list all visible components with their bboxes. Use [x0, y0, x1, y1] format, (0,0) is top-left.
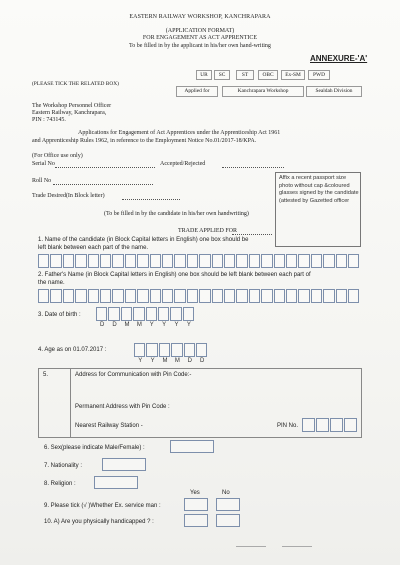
- category-sc-box[interactable]: SC: [214, 70, 230, 80]
- age-letter: Y: [138, 358, 143, 364]
- yes-column-label: Yes: [190, 490, 200, 496]
- age-letter: D: [187, 358, 192, 364]
- dob-format-letters: [96, 322, 195, 328]
- father-name-char-box[interactable]: [162, 289, 173, 303]
- handicapped-no-box[interactable]: [216, 514, 240, 527]
- name-char-box[interactable]: [286, 254, 297, 268]
- handicapped-yes-box[interactable]: [184, 514, 208, 527]
- name-char-box[interactable]: [137, 254, 148, 268]
- name-char-box[interactable]: [311, 254, 322, 268]
- kanchrapara-workshop-option[interactable]: Kanchrapara Workshop: [222, 86, 304, 97]
- pin-char-box[interactable]: [316, 418, 329, 432]
- father-name-char-box[interactable]: [38, 289, 49, 303]
- name-char-box[interactable]: [112, 254, 123, 268]
- father-name-char-box[interactable]: [137, 289, 148, 303]
- name-char-box[interactable]: [348, 254, 359, 268]
- application-format-title: (APPLICATION FORMAT): [165, 28, 235, 34]
- father-name-char-box[interactable]: [348, 289, 359, 303]
- father-name-char-box[interactable]: [336, 289, 347, 303]
- age-letter: D: [199, 358, 205, 364]
- ex-serviceman-yes-box[interactable]: [184, 498, 208, 511]
- father-name-char-box[interactable]: [75, 289, 86, 303]
- age-char-box[interactable]: [134, 343, 145, 357]
- category-st-box[interactable]: ST: [236, 70, 254, 80]
- father-name-char-box[interactable]: [249, 289, 260, 303]
- dob-char-box[interactable]: [158, 307, 169, 321]
- name-char-box[interactable]: [88, 254, 99, 268]
- office-use-title: (For Office use only): [32, 153, 83, 159]
- photo-instructions: Affix a recent passport size photo without cap &coloured glasses signed by the candidate (attested by Gazetted officer: [279, 175, 359, 204]
- dob-char-box[interactable]: [146, 307, 157, 321]
- name-char-box[interactable]: [75, 254, 86, 268]
- name-char-box[interactable]: [125, 254, 136, 268]
- dob-letter: D: [100, 322, 105, 328]
- candidate-name-boxes[interactable]: [38, 254, 360, 268]
- q2-text-line-1: 2. Father's Name (in Block Capital letters in English) one box should be left blank between each part of: [38, 272, 311, 278]
- name-char-box[interactable]: [261, 254, 272, 268]
- father-name-char-box[interactable]: [261, 289, 272, 303]
- photo-box[interactable]: [275, 172, 361, 247]
- dob-char-box[interactable]: [96, 307, 107, 321]
- name-char-box[interactable]: [100, 254, 111, 268]
- name-char-box[interactable]: [50, 254, 61, 268]
- father-name-char-box[interactable]: [286, 289, 297, 303]
- pin-boxes[interactable]: [302, 418, 358, 432]
- name-char-box[interactable]: [162, 254, 173, 268]
- father-name-char-box[interactable]: [199, 289, 210, 303]
- sex-input-box[interactable]: [170, 440, 214, 453]
- dob-char-box[interactable]: [121, 307, 132, 321]
- addressee-line-2: Eastern Railway, Kanchrapara,: [32, 110, 107, 116]
- handwriting-note: To be filled in by the applicant in his/her own hand-writing: [129, 43, 271, 49]
- name-char-box[interactable]: [150, 254, 161, 268]
- father-name-char-box[interactable]: [298, 289, 309, 303]
- q10-handicapped-label: 10. A) Are you physically handicapped ? :: [44, 519, 154, 525]
- father-name-char-box[interactable]: [212, 289, 223, 303]
- age-char-box[interactable]: [184, 343, 195, 357]
- father-name-char-box[interactable]: [187, 289, 198, 303]
- category-ur-box[interactable]: UR: [196, 70, 212, 80]
- father-name-char-box[interactable]: [50, 289, 61, 303]
- roll-no-label: Roll No: [32, 178, 52, 184]
- own-handwriting-note: (To be filled in by the candidate in his/her own handwriting): [104, 211, 249, 217]
- tick-instruction: (PLEASE TICK THE RELATED BOX): [32, 81, 119, 87]
- serial-no-field[interactable]: [55, 167, 155, 168]
- father-name-char-box[interactable]: [63, 289, 74, 303]
- q1-text-line-1: 1. Name of the candidate (in Block Capital letters in English) one box should be: [38, 237, 249, 243]
- dob-letter: M: [124, 322, 130, 328]
- no-column-label: No: [222, 490, 230, 496]
- age-letter: Y: [150, 358, 155, 364]
- roll-no-field[interactable]: [53, 184, 153, 185]
- father-name-char-box[interactable]: [311, 289, 322, 303]
- communication-address-label[interactable]: Address for Communication with Pin Code:-: [75, 372, 192, 378]
- dob-char-box[interactable]: [183, 307, 194, 321]
- annexure-label: ANNEXURE-'A': [310, 54, 368, 63]
- subject-line-1: Applications for Engagement of Act Apprentices under the Apprenticeship Act 1961: [78, 130, 281, 136]
- father-name-boxes[interactable]: [38, 289, 360, 303]
- age-char-box[interactable]: [146, 343, 157, 357]
- name-char-box[interactable]: [336, 254, 347, 268]
- signature-line-right: [282, 546, 312, 547]
- name-char-box[interactable]: [212, 254, 223, 268]
- form-subject: FOR ENGAGEMENT AS ACT APPRENTICE: [142, 35, 258, 41]
- father-name-char-box[interactable]: [125, 289, 136, 303]
- accepted-rejected-label: Accepted/Rejected: [160, 161, 206, 167]
- dob-letter: Y: [162, 322, 167, 328]
- q8-religion-label: 8. Religion :: [44, 481, 76, 487]
- dob-letter: D: [112, 322, 117, 328]
- dob-letter: M: [136, 322, 142, 328]
- religion-input-box[interactable]: [94, 476, 138, 489]
- age-char-box[interactable]: [171, 343, 182, 357]
- q5-number: 5.: [43, 372, 49, 378]
- dob-char-box[interactable]: [170, 307, 181, 321]
- father-name-char-box[interactable]: [224, 289, 235, 303]
- q1-text-line-2: left blank between each part of the name.: [38, 245, 149, 251]
- nationality-input-box[interactable]: [102, 458, 146, 471]
- father-name-char-box[interactable]: [88, 289, 99, 303]
- addressee-line-1: The Workshop Personnel Officer: [32, 103, 112, 109]
- ex-serviceman-no-box[interactable]: [216, 498, 240, 511]
- q4-age-label: 4. Age as on 01.07.2017 :: [38, 347, 107, 353]
- trade-desired-field[interactable]: [122, 199, 180, 200]
- age-char-box[interactable]: [196, 343, 207, 357]
- age-format-letters: [134, 358, 208, 364]
- father-name-char-box[interactable]: [100, 289, 111, 303]
- serial-no-label: Serial No: [32, 161, 55, 167]
- father-name-char-box[interactable]: [236, 289, 247, 303]
- pin-char-box[interactable]: [302, 418, 315, 432]
- organisation-name: EASTERN RAILWAY WORKSHOP, KANCHRAPARA: [129, 14, 271, 20]
- name-char-box[interactable]: [187, 254, 198, 268]
- dob-boxes[interactable]: [96, 307, 216, 321]
- subject-line-2: and Apprenticeship Rules 1962, in reference to the Employment Notice No.01/2017-18/KPA.: [32, 138, 257, 144]
- name-char-box[interactable]: [323, 254, 334, 268]
- addressee-line-3: PIN : 743145.: [32, 117, 66, 123]
- address-number-divider: [70, 368, 71, 438]
- permanent-address-label[interactable]: Permanent Address with Pin Code :: [75, 404, 170, 410]
- q7-nationality-label: 7. Nationality :: [44, 463, 83, 469]
- dob-letter: Y: [186, 322, 191, 328]
- name-char-box[interactable]: [236, 254, 247, 268]
- category-obc-box[interactable]: OBC: [258, 70, 278, 80]
- q9-ex-serviceman-label: 9. Please tick (√ )Whether Ex. service man :: [44, 503, 161, 509]
- name-char-box[interactable]: [274, 254, 285, 268]
- name-char-box[interactable]: [38, 254, 49, 268]
- dob-letter: Y: [149, 322, 154, 328]
- trade-applied-for-label: TRADE APPLIED FOR: [178, 228, 238, 234]
- applied-for-label: Applied for: [176, 86, 218, 97]
- name-char-box[interactable]: [224, 254, 235, 268]
- name-char-box[interactable]: [199, 254, 210, 268]
- name-char-box[interactable]: [249, 254, 260, 268]
- category-pwd-box[interactable]: PWD: [308, 70, 330, 80]
- name-char-box[interactable]: [174, 254, 185, 268]
- sealdah-division-option[interactable]: Sealdah Division: [306, 86, 362, 97]
- pin-char-box[interactable]: [344, 418, 357, 432]
- age-char-box[interactable]: [159, 343, 170, 357]
- dob-char-box[interactable]: [108, 307, 119, 321]
- q3-dob-label: 3. Date of birth :: [38, 312, 81, 318]
- pin-char-box[interactable]: [330, 418, 343, 432]
- signature-line-left: [236, 546, 266, 547]
- age-letter: M: [162, 358, 168, 364]
- category-exsm-box[interactable]: Ex-SM: [281, 70, 305, 80]
- trade-desired-label: Trade Desired(In Block letter): [32, 193, 105, 199]
- pin-no-label: PIN No.: [277, 423, 299, 429]
- trade-applied-field[interactable]: [232, 234, 272, 235]
- age-letter: M: [174, 358, 180, 364]
- father-name-char-box[interactable]: [112, 289, 123, 303]
- nearest-station-label[interactable]: Nearest Railway Station -: [75, 423, 143, 429]
- dob-char-box[interactable]: [133, 307, 144, 321]
- age-boxes[interactable]: [134, 343, 214, 357]
- father-name-char-box[interactable]: [174, 289, 185, 303]
- accepted-rejected-field[interactable]: [222, 167, 284, 168]
- name-char-box[interactable]: [298, 254, 309, 268]
- name-char-box[interactable]: [63, 254, 74, 268]
- q6-sex-label: 6. Sex(please indicate Male/Female) :: [44, 445, 145, 451]
- dob-letter: Y: [174, 322, 179, 328]
- q2-text-line-2: the name.: [38, 280, 65, 286]
- father-name-char-box[interactable]: [150, 289, 161, 303]
- father-name-char-box[interactable]: [323, 289, 334, 303]
- father-name-char-box[interactable]: [274, 289, 285, 303]
